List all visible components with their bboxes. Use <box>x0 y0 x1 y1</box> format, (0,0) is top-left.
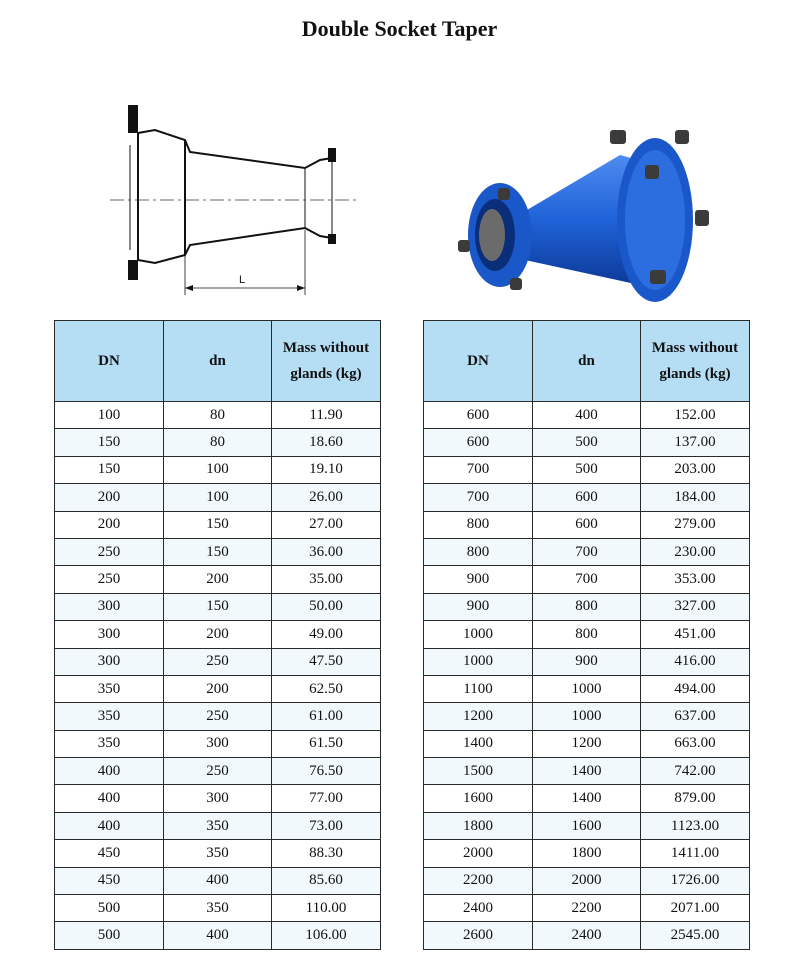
cell-small-dn: 1200 <box>533 730 641 757</box>
table-row <box>55 785 381 812</box>
cell-mass: 106.00 <box>272 922 381 949</box>
table-row <box>424 675 750 702</box>
cell-dn: 300 <box>55 593 164 620</box>
cell-mass: 50.00 <box>272 593 381 620</box>
table-row <box>55 648 381 675</box>
cell-dn: 900 <box>424 593 533 620</box>
cell-mass: 47.50 <box>272 648 381 675</box>
cell-mass: 494.00 <box>641 675 750 702</box>
cell-dn: 2600 <box>424 922 533 949</box>
table-row <box>55 402 381 429</box>
cell-small-dn: 80 <box>164 429 272 456</box>
cell-dn: 400 <box>55 785 164 812</box>
cell-dn: 400 <box>55 758 164 785</box>
cell-mass: 327.00 <box>641 593 750 620</box>
cell-dn: 1600 <box>424 785 533 812</box>
table-row <box>424 895 750 922</box>
header-small-dn: dn <box>533 321 641 402</box>
cell-dn: 600 <box>424 429 533 456</box>
cell-mass: 152.00 <box>641 402 750 429</box>
cell-small-dn: 400 <box>164 867 272 894</box>
cell-small-dn: 900 <box>533 648 641 675</box>
cell-mass: 451.00 <box>641 621 750 648</box>
header-small-dn: dn <box>164 321 272 402</box>
cell-dn: 500 <box>55 895 164 922</box>
cell-dn: 450 <box>55 867 164 894</box>
cell-dn: 800 <box>424 538 533 565</box>
cell-dn: 700 <box>424 456 533 483</box>
cell-small-dn: 1400 <box>533 785 641 812</box>
cell-mass: 77.00 <box>272 785 381 812</box>
cell-mass: 11.90 <box>272 402 381 429</box>
cell-small-dn: 400 <box>533 402 641 429</box>
cell-small-dn: 400 <box>164 922 272 949</box>
cell-dn: 150 <box>55 429 164 456</box>
cell-small-dn: 200 <box>164 621 272 648</box>
cell-small-dn: 500 <box>533 456 641 483</box>
cell-dn: 900 <box>424 566 533 593</box>
cell-dn: 1100 <box>424 675 533 702</box>
cell-small-dn: 2000 <box>533 867 641 894</box>
table-row <box>424 593 750 620</box>
cell-small-dn: 300 <box>164 785 272 812</box>
table-row <box>424 538 750 565</box>
cell-dn: 350 <box>55 675 164 702</box>
cell-small-dn: 2400 <box>533 922 641 949</box>
cell-small-dn: 200 <box>164 566 272 593</box>
cell-mass: 279.00 <box>641 511 750 538</box>
cell-dn: 2400 <box>424 895 533 922</box>
table-row <box>424 511 750 538</box>
table-row <box>55 429 381 456</box>
cell-dn: 500 <box>55 922 164 949</box>
cell-mass: 879.00 <box>641 785 750 812</box>
cell-small-dn: 350 <box>164 840 272 867</box>
cell-small-dn: 150 <box>164 538 272 565</box>
cell-small-dn: 600 <box>533 484 641 511</box>
cell-mass: 36.00 <box>272 538 381 565</box>
cell-small-dn: 700 <box>533 538 641 565</box>
table-row <box>55 538 381 565</box>
cell-mass: 26.00 <box>272 484 381 511</box>
cell-mass: 76.50 <box>272 758 381 785</box>
cell-dn: 200 <box>55 511 164 538</box>
table-row <box>424 429 750 456</box>
cell-dn: 2000 <box>424 840 533 867</box>
cell-small-dn: 600 <box>533 511 641 538</box>
table-row <box>55 566 381 593</box>
cell-small-dn: 80 <box>164 402 272 429</box>
cell-mass: 35.00 <box>272 566 381 593</box>
cell-mass: 61.50 <box>272 730 381 757</box>
cell-mass: 49.00 <box>272 621 381 648</box>
cell-dn: 250 <box>55 538 164 565</box>
cell-mass: 1411.00 <box>641 840 750 867</box>
cell-mass: 88.30 <box>272 840 381 867</box>
table-row <box>424 402 750 429</box>
cell-small-dn: 250 <box>164 648 272 675</box>
table-row <box>55 730 381 757</box>
cell-small-dn: 200 <box>164 675 272 702</box>
cell-small-dn: 150 <box>164 593 272 620</box>
cell-mass: 61.00 <box>272 703 381 730</box>
table-row <box>55 867 381 894</box>
cell-dn: 800 <box>424 511 533 538</box>
cell-dn: 150 <box>55 456 164 483</box>
cell-mass: 137.00 <box>641 429 750 456</box>
table-row <box>55 812 381 839</box>
cell-mass: 1726.00 <box>641 867 750 894</box>
table-row <box>424 758 750 785</box>
cell-small-dn: 100 <box>164 456 272 483</box>
cell-small-dn: 1000 <box>533 675 641 702</box>
cell-dn: 200 <box>55 484 164 511</box>
cell-dn: 450 <box>55 840 164 867</box>
cell-mass: 2071.00 <box>641 895 750 922</box>
header-dn: DN <box>424 321 533 402</box>
taper-product-render <box>440 110 740 310</box>
table-row <box>55 621 381 648</box>
page-title: Double Socket Taper <box>301 16 498 41</box>
table-row <box>424 785 750 812</box>
cell-dn: 1800 <box>424 812 533 839</box>
cell-small-dn: 500 <box>533 429 641 456</box>
table-row <box>55 511 381 538</box>
cell-small-dn: 300 <box>164 730 272 757</box>
dimension-label: L <box>238 274 246 286</box>
cell-mass: 110.00 <box>272 895 381 922</box>
table-row <box>424 730 750 757</box>
cell-small-dn: 150 <box>164 511 272 538</box>
cell-mass: 184.00 <box>641 484 750 511</box>
cell-small-dn: 800 <box>533 621 641 648</box>
cell-mass: 742.00 <box>641 758 750 785</box>
cell-mass: 353.00 <box>641 566 750 593</box>
table-row <box>55 922 381 949</box>
taper-section-drawing <box>110 100 370 300</box>
table-row <box>55 758 381 785</box>
cell-mass: 62.50 <box>272 675 381 702</box>
table-row <box>424 703 750 730</box>
cell-mass: 230.00 <box>641 538 750 565</box>
cell-dn: 300 <box>55 648 164 675</box>
table-row <box>424 621 750 648</box>
cell-small-dn: 250 <box>164 703 272 730</box>
cell-dn: 250 <box>55 566 164 593</box>
table-row <box>55 456 381 483</box>
cell-dn: 1400 <box>424 730 533 757</box>
table-row <box>424 648 750 675</box>
cell-small-dn: 250 <box>164 758 272 785</box>
cell-dn: 300 <box>55 621 164 648</box>
table-row <box>424 456 750 483</box>
cell-small-dn: 800 <box>533 593 641 620</box>
cell-small-dn: 100 <box>164 484 272 511</box>
cell-small-dn: 700 <box>533 566 641 593</box>
table-row <box>55 675 381 702</box>
cell-mass: 663.00 <box>641 730 750 757</box>
table-row <box>424 566 750 593</box>
cell-dn: 350 <box>55 703 164 730</box>
cell-small-dn: 1600 <box>533 812 641 839</box>
spec-table-right <box>423 320 750 950</box>
cell-mass: 2545.00 <box>641 922 750 949</box>
header-mass <box>641 321 750 402</box>
cell-dn: 100 <box>55 402 164 429</box>
table-row <box>55 484 381 511</box>
table-row <box>55 840 381 867</box>
table-row <box>55 703 381 730</box>
table-row <box>55 895 381 922</box>
cell-dn: 2200 <box>424 867 533 894</box>
table-row <box>424 812 750 839</box>
cell-mass: 18.60 <box>272 429 381 456</box>
cell-small-dn: 350 <box>164 812 272 839</box>
header-mass-text: Mass without glands (kg) <box>282 340 370 382</box>
cell-mass: 27.00 <box>272 511 381 538</box>
cell-mass: 637.00 <box>641 703 750 730</box>
cell-mass: 73.00 <box>272 812 381 839</box>
cell-mass: 19.10 <box>272 456 381 483</box>
cell-dn: 1000 <box>424 648 533 675</box>
cell-dn: 400 <box>55 812 164 839</box>
cell-small-dn: 1800 <box>533 840 641 867</box>
header-mass-text: Mass without glands (kg) <box>651 340 739 382</box>
spec-table-left <box>54 320 381 950</box>
table-row <box>424 840 750 867</box>
cell-mass: 1123.00 <box>641 812 750 839</box>
table-row <box>424 484 750 511</box>
header-dn: DN <box>55 321 164 402</box>
table-row <box>424 867 750 894</box>
cell-dn: 1200 <box>424 703 533 730</box>
cell-small-dn: 2200 <box>533 895 641 922</box>
cell-small-dn: 350 <box>164 895 272 922</box>
cell-mass: 203.00 <box>641 456 750 483</box>
table-row <box>424 922 750 949</box>
header-mass <box>272 321 381 402</box>
table-row <box>55 593 381 620</box>
cell-dn: 700 <box>424 484 533 511</box>
cell-dn: 350 <box>55 730 164 757</box>
cell-dn: 1000 <box>424 621 533 648</box>
cell-dn: 1500 <box>424 758 533 785</box>
cell-mass: 85.60 <box>272 867 381 894</box>
cell-dn: 600 <box>424 402 533 429</box>
cell-mass: 416.00 <box>641 648 750 675</box>
cell-small-dn: 1000 <box>533 703 641 730</box>
cell-small-dn: 1400 <box>533 758 641 785</box>
